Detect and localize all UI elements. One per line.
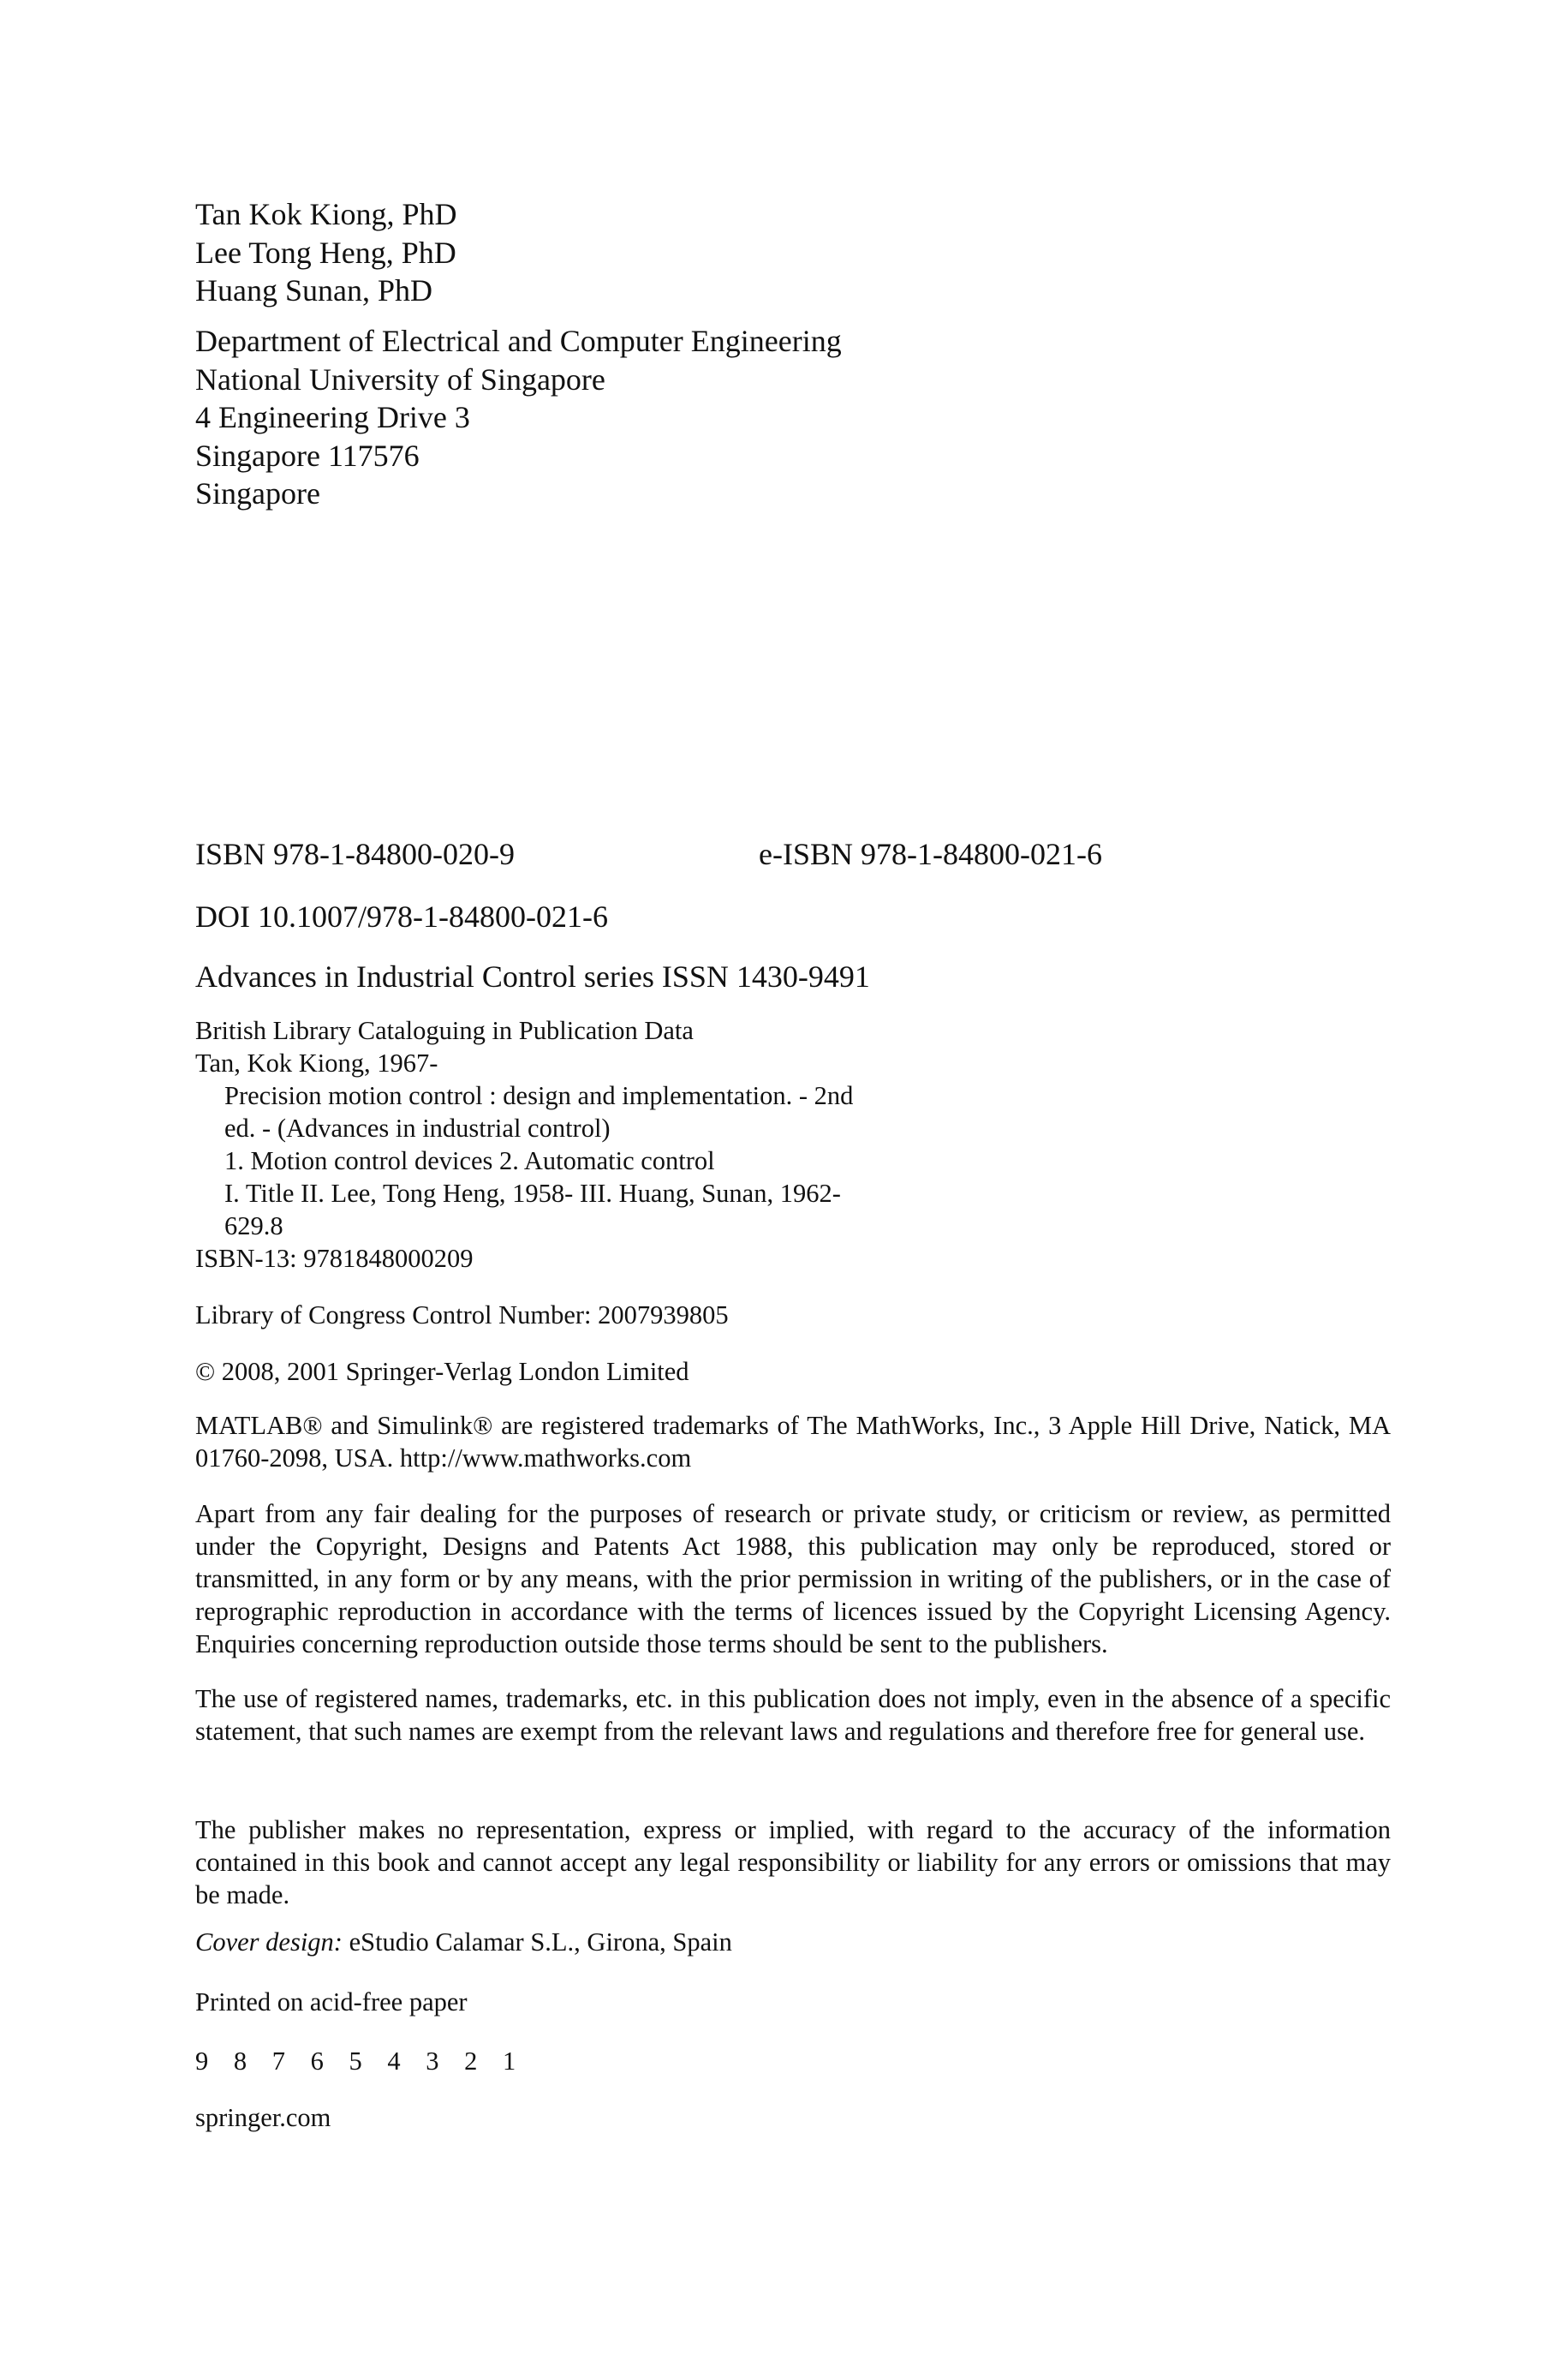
cip-line: 629.8 — [224, 1211, 283, 1240]
cip-author: Tan, Kok Kiong, 1967- — [195, 1049, 438, 1078]
publisher-website: springer.com — [195, 2103, 331, 2132]
address-line: National University of Singapore — [195, 361, 605, 397]
cip-line: 1. Motion control devices 2. Automatic control — [224, 1146, 715, 1175]
e-isbn: e-ISBN 978-1-84800-021-6 — [759, 837, 1102, 871]
author-list — [195, 195, 1394, 310]
author-name: Huang Sunan, PhD — [195, 273, 432, 308]
lccn: Library of Congress Control Number: 2007939805 — [195, 1300, 729, 1329]
paper-note: Printed on acid-free paper — [195, 1987, 468, 2017]
cip-isbn13: ISBN-13: 9781848000209 — [195, 1244, 474, 1273]
cip-data — [195, 1014, 1394, 1275]
author-address — [195, 322, 1394, 513]
address-line: 4 Engineering Drive 3 — [195, 400, 470, 434]
cover-design-credit — [195, 1926, 1394, 1958]
address-line: Singapore — [195, 476, 320, 511]
doi: DOI 10.1007/978-1-84800-021-6 — [195, 899, 608, 934]
cover-design-value: eStudio Calamar S.L., Girona, Spain — [342, 1927, 732, 1957]
address-line: Department of Electrical and Computer Engineering — [195, 324, 842, 358]
copyright-notice: © 2008, 2001 Springer-Verlag London Limited — [195, 1357, 689, 1386]
registered-names-paragraph: The use of registered names, trademarks, etc. in this publication does not imply, even in the absence of a specific statement, that such names are exempt from the relevant laws and regulations and therefore free for general use. — [195, 1684, 1391, 1746]
series-issn: Advances in Industrial Control series ISSN 1430-9491 — [195, 959, 870, 994]
cip-line: ed. - (Advances in industrial control) — [224, 1114, 611, 1143]
author-name: Tan Kok Kiong, PhD — [195, 197, 457, 231]
permissions-paragraph: Apart from any fair dealing for the purposes of research or private study, or criticism or review, as permitted under the Copyright, Designs and Patents Act 1988, this publication may only be reproduced, stored or transmitted, in any form or by any means, with the prior permission in writing of the publishers, or in the case of reprographic reproduction in accordance with the terms of licences issued by the Copyright Licensing Agency. Enquiries concerning reproduction outside those terms should be sent to the publishers. — [195, 1499, 1391, 1658]
trademarks-paragraph: MATLAB® and Simulink® are registered trademarks of The MathWorks, Inc., 3 Apple Hill Drive, Natick, MA 01760-2098, USA. http://www.mathworks.com — [195, 1411, 1391, 1473]
cover-design-label: Cover design: — [195, 1927, 343, 1957]
isbn: ISBN 978-1-84800-020-9 — [195, 837, 515, 871]
liability-paragraph: The publisher makes no representation, express or implied, with regard to the accuracy of the information contained in this book and cannot accept any legal responsibility or liability for any errors or omissions that may be made. — [195, 1815, 1391, 1909]
print-line: 9 8 7 6 5 4 3 2 1 — [195, 2046, 526, 2076]
isbn-row — [195, 835, 1394, 873]
author-name: Lee Tong Heng, PhD — [195, 235, 456, 270]
address-line: Singapore 117576 — [195, 438, 420, 473]
cip-line: Precision motion control : design and implementation. - 2nd — [224, 1081, 854, 1110]
cip-line: I. Title II. Lee, Tong Heng, 1958- III. Huang, Sunan, 1962- — [224, 1179, 841, 1208]
cip-heading: British Library Cataloguing in Publication Data — [195, 1016, 694, 1045]
